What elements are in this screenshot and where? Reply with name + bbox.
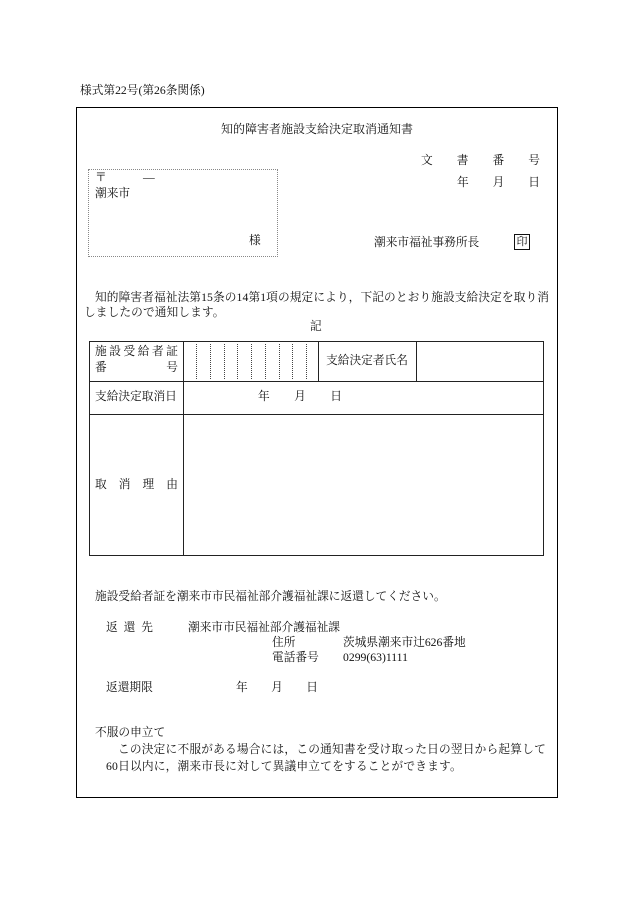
cert-number-label-line2 [95, 361, 178, 375]
digit-guide-line [306, 344, 307, 379]
sender-name: 潮来市福祉事務所長 [374, 236, 480, 249]
doc-number-label-char: 書 [456, 154, 469, 167]
cert-number-label-line1-char: 施 [95, 345, 107, 358]
return-destination-label-char: 先 [141, 621, 153, 634]
details-table [89, 341, 544, 556]
cancel-date-label: 支給決定取消日 [95, 390, 177, 403]
addressee-city: 潮来市 [95, 187, 131, 200]
recipient-name-label: 支給決定者氏名 [326, 354, 408, 367]
note-heading: 記 [310, 320, 322, 333]
appeal-text: この決定に不服がある場合には，この通知書を受け取った日の翌日から起算して60日以内に，潮来市長に対して異議申立てをすることができます。 [106, 743, 546, 773]
cert-number-label-line1-char: 受 [123, 345, 136, 358]
digit-guide-line [251, 344, 252, 379]
cert-number-label-line2-char: 号 [166, 361, 178, 374]
cancel-reason-label-char: 取 [95, 478, 107, 491]
return-deadline-value-char: 日 [306, 681, 318, 694]
cert-number-label-line1-char: 証 [166, 345, 178, 358]
table-column-divider [416, 342, 417, 381]
doc-date-label-char: 年 [457, 176, 469, 189]
cancel-reason-label [95, 478, 178, 492]
postal-dash: ― [143, 171, 155, 184]
cancel-date-value-char: 日 [330, 390, 342, 403]
cancel-date-value [258, 390, 342, 404]
table-row-divider [90, 381, 543, 382]
doc-number-label [421, 154, 540, 168]
addressee-box [88, 169, 278, 257]
digit-guide-line [292, 344, 293, 379]
digit-guide-line [196, 344, 197, 379]
cert-number-label-line1-char: 者 [152, 345, 164, 358]
form-number: 様式第22号(第26条関係) [80, 84, 205, 97]
doc-date-label [457, 176, 540, 190]
return-phone: 0299(63)1111 [343, 651, 408, 664]
return-deadline-value [236, 681, 318, 695]
return-destination-label-char: 返 [106, 621, 118, 634]
digit-guide-line [237, 344, 238, 379]
return-deadline-label: 返還期限 [106, 681, 153, 694]
appeal-heading: 不服の申立て [95, 726, 166, 739]
return-destination-label-char: 還 [123, 621, 136, 634]
digit-guide-line [279, 344, 280, 379]
cert-number-label-line2-char: 番 [95, 361, 107, 374]
return-instruction: 施設受給者証を潮来市市民福祉部介護福祉課に返還してください。 [95, 590, 446, 603]
doc-number-label-char: 番 [492, 154, 505, 167]
doc-number-label-char: 号 [528, 154, 540, 167]
return-deadline-value-char: 年 [236, 681, 248, 694]
digit-guide-line [224, 344, 225, 379]
return-destination-label [106, 621, 153, 635]
cancel-date-value-char: 月 [294, 390, 306, 403]
return-address-label: 住所 [272, 636, 296, 649]
document-title: 知的障害者施設支給決定取消通知書 [220, 122, 413, 136]
return-address: 茨城県潮来市辻626番地 [343, 636, 466, 649]
digit-guide-line [210, 344, 211, 379]
cancel-reason-label-char: 消 [118, 478, 131, 491]
notice-body: 知的障害者福祉法第15条の14第1項の規定により，下記のとおり施設支給決定を取り消しましたので通知します。 [84, 291, 550, 319]
cert-number-label-line1 [95, 345, 178, 359]
addressee-honorific: 様 [249, 234, 261, 247]
table-row-divider [90, 414, 543, 415]
cancel-date-value-char: 年 [258, 390, 270, 403]
doc-date-label-char: 月 [492, 176, 505, 189]
doc-date-label-char: 日 [528, 176, 540, 189]
return-deadline-value-char: 月 [271, 681, 283, 694]
cancel-reason-label-char: 由 [166, 478, 178, 491]
cert-number-label-line1-char: 給 [137, 345, 150, 358]
cert-number-label-line1-char: 設 [109, 345, 121, 358]
return-phone-label: 電話番号 [272, 651, 319, 664]
postal-mark: 〒 [95, 171, 107, 184]
digit-guide-line [265, 344, 266, 379]
table-column-divider [183, 342, 184, 555]
return-destination: 潮来市市民福祉部介護福祉課 [188, 621, 340, 634]
doc-number-label-char: 文 [421, 154, 433, 167]
cert-number-digit-guides [196, 344, 307, 379]
seal-stamp: 印 [514, 234, 530, 250]
cancel-reason-label-char: 理 [142, 478, 155, 491]
